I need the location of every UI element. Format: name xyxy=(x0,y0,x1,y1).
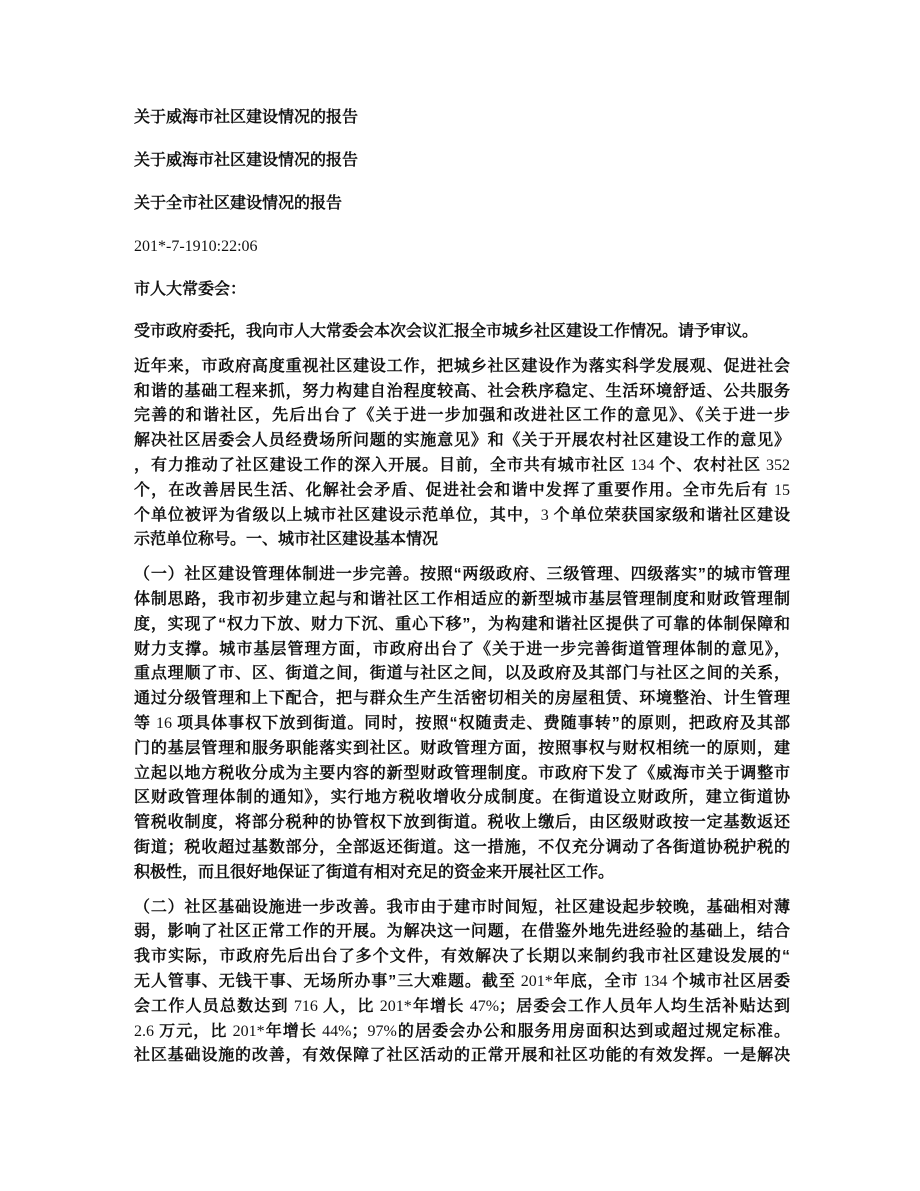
text-line: 2.6 万元，比 201*年增长 44%；97%的居委会办公和服务用房面积达到或超过规定标准。 xyxy=(134,1022,791,1040)
latin-text: 2.6 xyxy=(134,1022,160,1040)
text-line: 社区基础设施的改善，有效保障了社区活动的正常开展和社区功能的有效发挥。一是解决 xyxy=(134,1047,790,1065)
text-line: 重点理顺了市、区、街道之间，街道与社区之间，以及政府及其部门与社区之间的关系， xyxy=(134,665,790,683)
text-line: （二）社区基础设施进一步改善。我市由于建市时间短，社区建设起步较晚，基础相对薄 xyxy=(134,898,790,916)
text-line: 通过分级管理和上下配合，把与群众生产生活密切相关的房屋租赁、环境整治、计生管理 xyxy=(134,690,790,708)
latin-text: 3 xyxy=(540,506,554,524)
text-line: 区财政管理体制的通知》，实行地方税收增收分成制度。在街道设立财政所，建立街道协 xyxy=(134,789,790,807)
latin-text: 134 xyxy=(638,972,673,990)
text-line: 关于全市社区建设情况的报告 xyxy=(134,195,343,212)
text-line: 立起以地方税收分成为主要内容的新型财政管理制度。市政府下发了《威海市关于调整市 xyxy=(134,764,790,782)
latin-text: 16 xyxy=(151,714,178,732)
latin-text: 716 xyxy=(288,997,324,1015)
text-line xyxy=(134,234,790,259)
text-line: 近年来，市政府高度重视社区建设工作，把城乡社区建设作为落实科学发展观、促进社会 xyxy=(134,357,790,375)
text-line: 积极性，而且很好地保证了街道有相对充足的资金来开展社区工作。 xyxy=(134,863,615,881)
text-line: 市人大常委会： xyxy=(134,281,247,298)
latin-text: 201* xyxy=(515,972,553,990)
text-line: 等 16 项具体事权下放到街道。同时，按照“权随责走、费随事转”的原则，把政府及其部 xyxy=(134,714,790,732)
text-line: 个单位被评为省级以上城市社区建设示范单位，其中，3 个单位荣获国家级和谐社区建设 xyxy=(134,506,790,524)
doc-datetime xyxy=(134,234,790,259)
text-line: 街道；税收超过基数部分，全部返还街道。这一措施，不仅充分调动了各街道协税护税的 xyxy=(134,838,790,856)
text-line: 体制思路，我市初步建立起与和谐社区工作相适应的新型城市基层管理制度和财政管理制 xyxy=(134,590,790,608)
latin-text: 97% xyxy=(367,1022,397,1040)
doc-paragraph-section-2 xyxy=(134,896,790,1070)
doc-title-line-1 xyxy=(134,105,790,130)
text-line: 无人管事、无钱干事、无场所办事”三大难题。截至 201*年底，全市 134 个城市社区居委 xyxy=(134,972,790,990)
doc-paragraph-overview xyxy=(134,355,790,553)
doc-salutation xyxy=(134,277,790,302)
document-text-block xyxy=(134,105,790,1079)
text-line: （一）社区建设管理体制进一步完善。按照“两级政府、三级管理、四级落实”的城市管理 xyxy=(134,566,790,584)
latin-text: 47% xyxy=(464,997,500,1015)
doc-paragraph-intro xyxy=(134,320,790,345)
doc-title-line-3 xyxy=(134,191,790,216)
text-line: 解决社区居委会人员经费场所问题的实施意见》和《关于开展农村社区建设工作的意见》 xyxy=(134,432,790,450)
text-line: 弱，影响了社区正常工作的开展。为解决这一问题，在借鉴外地先进经验的基础上，结合 xyxy=(134,923,790,941)
text-line: 门的基层管理和服务职能落实到社区。财政管理方面，按照事权与财权相统一的原则，建 xyxy=(134,739,790,757)
text-line: 度，实现了“权力下放、财力下沉、重心下移”，为构建和谐社区提供了可靠的体制保障和 xyxy=(134,615,790,633)
text-line: 个，在改善居民生活、化解社会矛盾、促进社会和谐中发挥了重要作用。全市先后有 15 xyxy=(134,481,790,499)
latin-text: 134 xyxy=(625,456,660,474)
doc-title-line-2 xyxy=(134,148,790,173)
text-line: 我市实际，市政府先后出台了多个文件，有效解决了长期以来制约我市社区建设发展的“ xyxy=(134,948,790,966)
latin-text: 44% xyxy=(317,1022,352,1040)
text-line: 会工作人员总数达到 716 人，比 201*年增长 47%；居委会工作人员年人均生活补贴达到 xyxy=(134,997,790,1015)
latin-text: 201* xyxy=(227,1022,265,1040)
latin-text: 201*-7-1910:22:06 xyxy=(134,238,258,255)
text-line: 管税收制度，将部分税种的协管权下放到街道。税收上缴后，由区级财政按一定基数返还 xyxy=(134,814,790,832)
text-line: 关于威海市社区建设情况的报告 xyxy=(134,109,359,126)
latin-text: 201* xyxy=(374,997,412,1015)
text-line: ，有力推动了社区建设工作的深入开展。目前，全市共有城市社区 134 个、农村社区 352 xyxy=(134,456,790,474)
text-line: 示范单位称号。一、城市社区建设基本情况 xyxy=(134,531,439,549)
text-line: 完善的和谐社区，先后出台了《关于进一步加强和改进社区工作的意见》、《关于进一步 xyxy=(134,407,790,425)
text-line: 财力支撑。城市基层管理方面，市政府出台了《关于进一步完善街道管理体制的意见》， xyxy=(134,640,790,658)
latin-text: 15 xyxy=(768,481,790,499)
text-line: 关于威海市社区建设情况的报告 xyxy=(134,152,359,169)
text-line: 受市政府委托，我向市人大常委会本次会议汇报全市城乡社区建设工作情况。请予审议。 xyxy=(134,323,759,340)
text-line: 和谐的基础工程来抓，努力构建自治程度较高、社会秩序稳定、生活环境舒适、公共服务 xyxy=(134,382,790,400)
latin-text: 352 xyxy=(761,456,790,474)
doc-paragraph-section-1 xyxy=(134,563,790,885)
